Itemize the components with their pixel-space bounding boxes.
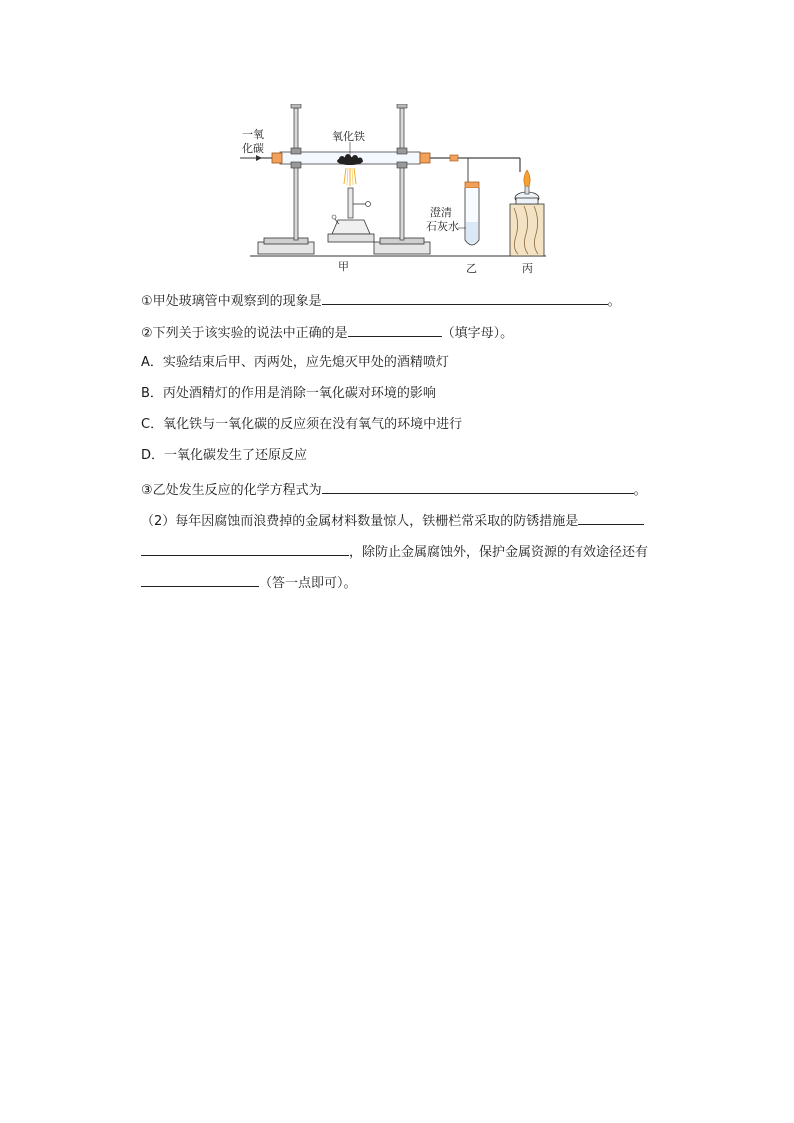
test-tube [458, 182, 479, 245]
part-2-answer-blank-1a[interactable] [578, 510, 644, 525]
part-2-text-1: （2）每年因腐蚀而浪费掉的金属材料数量惊人，铁栅栏常采取的防锈措施是 [141, 514, 579, 529]
question-2-answer-blank[interactable] [348, 322, 442, 337]
question-1-text: ①甲处玻璃管中观察到的现象是 [141, 294, 322, 309]
option-a: A．实验结束后甲、丙两处，应先熄灭甲处的酒精喷灯 [141, 355, 449, 370]
left-iron-stand [258, 104, 314, 254]
alcohol-lamp-on-block [510, 170, 544, 256]
label-iron-oxide: 氧化铁 [332, 130, 365, 143]
question-1 [141, 290, 621, 311]
lamp-flame [524, 170, 530, 186]
left-stopper [272, 153, 282, 163]
label-jia: 甲 [338, 260, 349, 273]
alcohol-blast-burner [328, 188, 374, 242]
question-2-text: ②下列关于该实验的说法中正确的是 [141, 326, 348, 341]
part-2-line-1 [141, 510, 644, 531]
question-3-text: ③乙处发生反应的化学方程式为 [141, 483, 322, 498]
option-c: C．氧化铁与一氧化碳的反应须在没有氧气的环境中进行 [141, 417, 463, 432]
label-yi: 乙 [466, 262, 477, 275]
label-bing: 丙 [522, 262, 533, 275]
right-stopper [420, 153, 430, 163]
right-iron-stand [374, 104, 430, 254]
question-2-end: （填字母）。 [441, 326, 514, 341]
question-3-answer-blank[interactable] [322, 479, 634, 494]
label-limewater-line2: 石灰水 [426, 220, 459, 233]
part-2-text-2: ，除防止金属腐蚀外，保护金属资源的有效途径还有 [349, 545, 649, 560]
part-2-line-3 [141, 572, 357, 593]
question-2 [141, 322, 513, 343]
part-2-answer-blank-1b[interactable] [141, 541, 349, 556]
option-d: D．一氧化碳发生了还原反应 [141, 448, 308, 463]
part-2-answer-blank-2[interactable] [141, 572, 259, 587]
question-1-end: 。 [607, 294, 621, 309]
part-2-line-2 [141, 541, 648, 562]
label-co-line1: 一氧 [242, 128, 264, 141]
option-b: B．丙处酒精灯的作用是消除一氧化碳对环境的影响 [141, 386, 436, 401]
apparatus-diagram [236, 104, 556, 279]
question-3-end: 。 [633, 483, 647, 498]
label-limewater-line1: 澄清 [430, 206, 452, 219]
part-2-text-3: （答一点即可）。 [259, 576, 357, 591]
experiment-apparatus-figure [236, 104, 556, 279]
question-1-answer-blank[interactable] [322, 290, 608, 305]
question-3 [141, 479, 647, 500]
burner-flame [344, 168, 356, 186]
label-co-line2: 化碳 [242, 142, 264, 155]
